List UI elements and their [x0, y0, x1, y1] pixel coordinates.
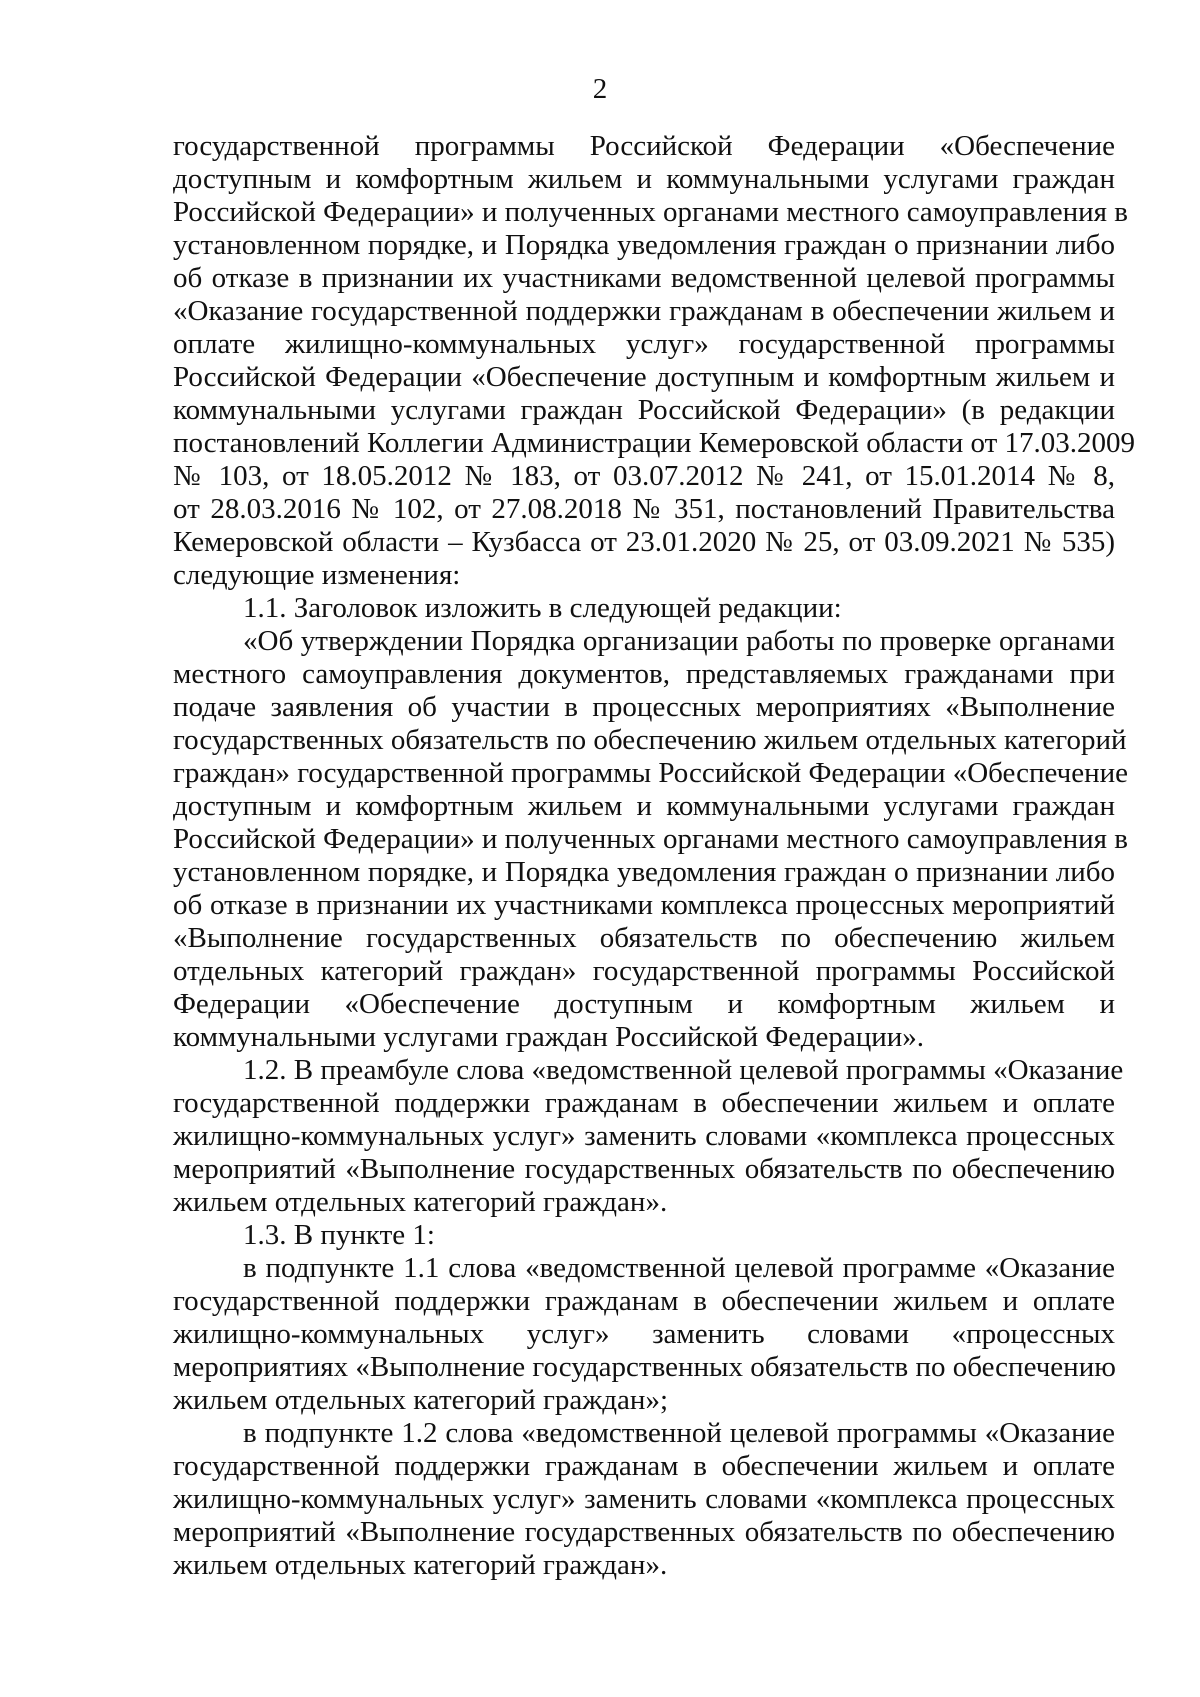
paragraph [173, 625, 1129, 1054]
text-line: жилищно-коммунальных услуг» заменить словами «процессных [173, 1318, 1115, 1350]
text-line: доступным и комфортным жильем и коммунальными услугами граждан [173, 163, 1115, 195]
text-line: граждан» государственной программы Российской Федерации «Обеспечение [173, 757, 1129, 789]
text-line: от 28.03.2016 № 102, от 27.08.2018 № 351, постановлений Правительства [173, 493, 1115, 525]
text-line: установленном порядке, и Порядка уведомления граждан о признании либо [173, 856, 1115, 888]
text-line: местного самоуправления документов, представляемых гражданами при [173, 658, 1115, 690]
paragraph [173, 130, 1136, 592]
text-line: жильем отдельных категорий граждан». [173, 1549, 668, 1581]
text-line: «Выполнение государственных обязательств по обеспечению жильем [173, 922, 1115, 954]
text-line: жильем отдельных категорий граждан». [173, 1186, 668, 1218]
text-line: «Об утверждении Порядка организации работы по проверке органами [243, 625, 1115, 657]
text-line: коммунальными услугами граждан Российской Федерации» (в редакции [173, 394, 1115, 426]
paragraph [173, 1417, 1115, 1582]
text-line: Российской Федерации» и полученных органами местного самоуправления в [173, 823, 1128, 855]
text-line: доступным и комфортным жильем и коммунальными услугами граждан [173, 790, 1115, 822]
text-line: коммунальными услугами граждан Российской Федерации». [173, 1021, 925, 1053]
text-line: постановлений Коллегии Администрации Кемеровской области от 17.03.2009 [173, 427, 1136, 459]
text-line: в подпункте 1.1 слова «ведомственной целевой программе «Оказание [243, 1252, 1115, 1284]
text-line: жилищно-коммунальных услуг» заменить словами «комплекса процессных [173, 1120, 1115, 1152]
text-line: № 103, от 18.05.2012 № 183, от 03.07.2012 № 241, от 15.01.2014 № 8, [173, 460, 1115, 492]
text-line: мероприятий «Выполнение государственных обязательств по обеспечению [173, 1153, 1115, 1185]
text-line: оплате жилищно-коммунальных услуг» государственной программы [173, 328, 1115, 360]
text-line: подаче заявления об участии в процессных мероприятиях «Выполнение [173, 691, 1115, 723]
text-line: государственных обязательств по обеспечению жильем отдельных категорий [173, 724, 1127, 756]
paragraph [173, 1054, 1124, 1219]
text-line: отдельных категорий граждан» государственной программы Российской [173, 955, 1115, 987]
text-line: мероприятий «Выполнение государственных обязательств по обеспечению [173, 1516, 1115, 1548]
paragraph [173, 1219, 1115, 1252]
text-line: «Оказание государственной поддержки гражданам в обеспечении жильем и [173, 295, 1115, 327]
text-line: 1.1. Заголовок изложить в следующей редакции: [243, 592, 842, 624]
text-line: жилищно-коммунальных услуг» заменить словами «комплекса процессных [173, 1483, 1115, 1515]
text-line: Кемеровской области – Кузбасса от 23.01.2020 № 25, от 03.09.2021 № 535) [173, 526, 1115, 558]
paragraph [173, 1252, 1115, 1417]
text-line: государственной поддержки гражданам в обеспечении жильем и оплате [173, 1285, 1115, 1317]
text-line: мероприятиях «Выполнение государственных обязательств по обеспечению [173, 1351, 1116, 1383]
text-line: государственной поддержки гражданам в обеспечении жильем и оплате [173, 1450, 1115, 1482]
text-line: жильем отдельных категорий граждан»; [173, 1384, 668, 1416]
text-line: 1.2. В преамбуле слова «ведомственной целевой программы «Оказание [243, 1054, 1124, 1086]
text-line: Российской Федерации» и полученных органами местного самоуправления в [173, 196, 1128, 228]
paragraph [173, 592, 1115, 625]
text-line: Федерации «Обеспечение доступным и комфортным жильем и [173, 988, 1115, 1020]
text-line: Российской Федерации «Обеспечение доступным и комфортным жильем и [173, 361, 1115, 393]
text-line: об отказе в признании их участниками комплекса процессных мероприятий [173, 889, 1115, 921]
text-line: установленном порядке, и Порядка уведомления граждан о признании либо [173, 229, 1115, 261]
page-number: 2 [592, 73, 608, 105]
text-line: об отказе в признании их участниками ведомственной целевой программы [173, 262, 1115, 294]
text-line: 1.3. В пункте 1: [243, 1219, 435, 1251]
text-line: государственной программы Российской Федерации «Обеспечение [173, 130, 1115, 162]
document-body [173, 130, 1136, 1582]
text-line: в подпункте 1.2 слова «ведомственной целевой программы «Оказание [243, 1417, 1115, 1449]
text-line: следующие изменения: [173, 559, 461, 591]
text-line: государственной поддержки гражданам в обеспечении жильем и оплате [173, 1087, 1115, 1119]
